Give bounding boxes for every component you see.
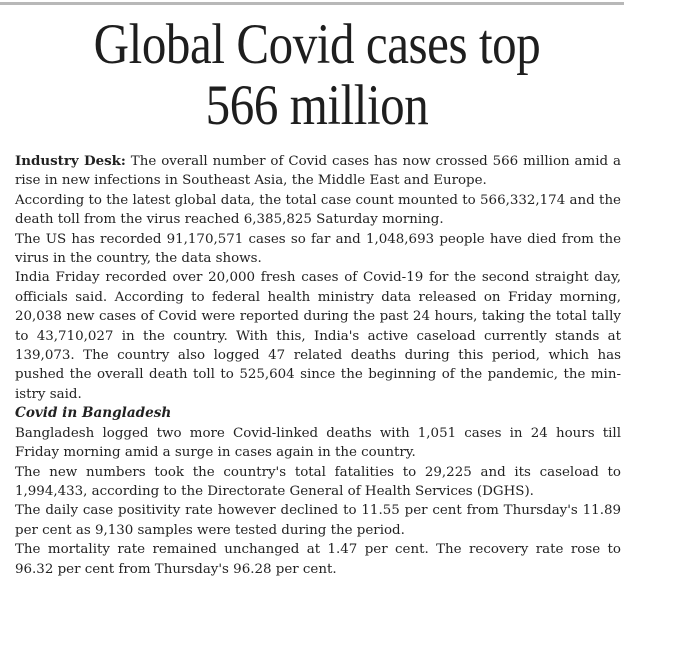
subheading-bangladesh: Covid in Bangladesh [15, 405, 172, 422]
byline: Industry Desk: [15, 153, 126, 169]
paragraph-bangladesh-totals: The new numbers took the country's total fatalities to 29,225 and its caseload to 1,994,433, according to the Directorate General of Health Services (DGHS). [15, 464, 621, 499]
top-rule [0, 2, 624, 5]
headline-line-2: 566 million [205, 74, 429, 137]
intro-text: The overall number of Covid cases has now crossed 566 million amid a rise in new infections in Southeast Asia, the Middle East and Europe. [15, 154, 621, 189]
headline-line-1: Global Covid cases top [93, 13, 541, 76]
headline [0, 14, 634, 136]
paragraph-global-data: According to the latest global data, the total case count mounted to 566,332,174 and the death toll from the virus reached 6,385,825 Saturday morning. [15, 192, 621, 228]
paragraph-bangladesh-deaths: Bangladesh logged two more Covid-linked deaths with 1,051 cases in 24 hours till Friday morning amid a surge in cases again in the country. [15, 425, 621, 461]
intro-paragraph [15, 152, 621, 191]
paragraph-india-data: India Friday recorded over 20,000 fresh cases of Covid-19 for the second straight day, officials said. According to federal health ministry data released on Friday morning, 20,038 new cases of Covid were reported during the past 24 hours, taking the total tally to 43,710,027 in the country. With this, India's active caseload currently stands at 139,073. The country also logged 47 related deaths during this period, which has pushed the overall death toll to 525,604 since the beginning of the pandemic, the ministry said. [15, 270, 621, 402]
paragraph-bangladesh-positivity: The daily case positivity rate however declined to 11.55 per cent from Thursday's 11.89 per cent as 9,130 samples were tested during the period. [15, 503, 621, 538]
article-body [15, 152, 621, 579]
paragraph-bangladesh-mortality: The mortality rate remained unchanged at 1.47 per cent. The recovery rate rose to 96.32 per cent from Thursday's 96.28 per cent. [15, 542, 621, 577]
paragraph-us-data: The US has recorded 91,170,571 cases so far and 1,048,693 people have died from the virus in the country, the data shows. [15, 231, 621, 267]
